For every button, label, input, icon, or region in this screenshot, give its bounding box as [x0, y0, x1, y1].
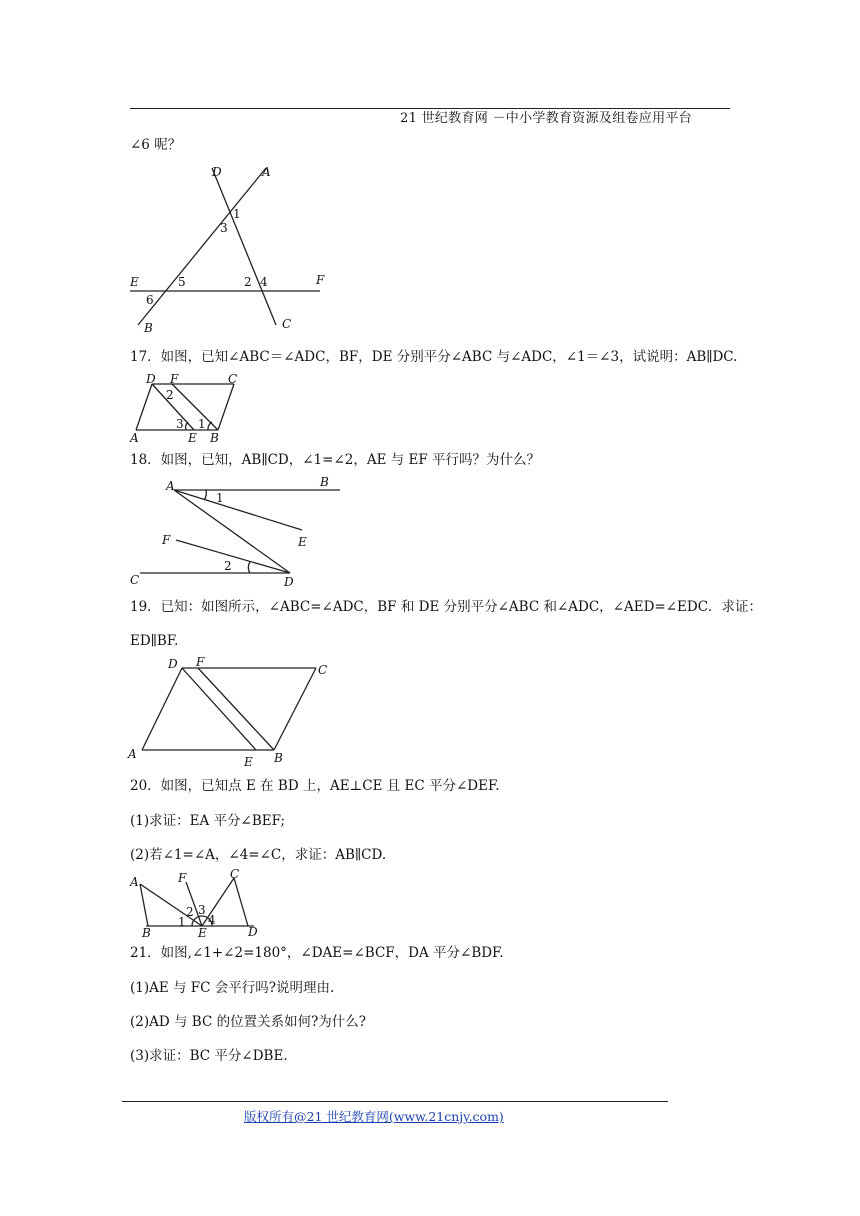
header-rule — [130, 108, 730, 109]
label-C: C — [230, 867, 240, 881]
q18-text: 18．如图，已知，AB∥CD，∠1=∠2，AE 与 EF 平行吗？为什么？ — [130, 452, 541, 468]
label-4: 4 — [208, 913, 216, 927]
label-B: B — [144, 321, 153, 335]
label-2: 2 — [166, 388, 174, 402]
label-D: D — [146, 372, 156, 386]
q16-tail-text: ∠6 呢？ — [130, 137, 182, 153]
segment-FD — [176, 540, 290, 573]
line-DC — [212, 168, 276, 325]
header-site-name: 21 世纪教育网 －中小学教育资源及组卷应用平台 — [400, 111, 693, 126]
segment-AE — [174, 490, 302, 530]
label-6: 6 — [146, 293, 154, 307]
label-C: C — [282, 317, 292, 331]
label-F: F — [196, 655, 205, 669]
label-2: 2 — [244, 275, 252, 289]
side-BC — [274, 668, 316, 750]
label-D: D — [248, 925, 258, 938]
label-C: C — [130, 573, 140, 587]
segment-AD — [174, 490, 290, 573]
segment-CD — [234, 878, 248, 926]
figure-17 — [128, 372, 253, 444]
label-D: D — [212, 165, 222, 179]
label-E: E — [244, 755, 253, 769]
figure-19 — [126, 654, 341, 769]
footer-copyright-link[interactable]: 版权所有@21 世纪教育网(www.21cnjy.com) — [244, 1109, 504, 1124]
label-2: 2 — [224, 559, 232, 573]
label-3: 3 — [198, 903, 206, 917]
segment-CE — [202, 878, 234, 926]
line-AB — [138, 168, 266, 325]
arc-2 — [248, 562, 250, 573]
label-C: C — [228, 372, 238, 386]
label-A: A — [128, 747, 137, 761]
label-1: 1 — [233, 207, 241, 221]
label-F: F — [162, 533, 171, 547]
arc-1 — [204, 490, 206, 500]
label-2: 2 — [186, 905, 194, 919]
label-A: A — [166, 479, 175, 493]
label-3: 3 — [220, 221, 228, 235]
label-5: 5 — [178, 275, 186, 289]
label-4: 4 — [260, 275, 268, 289]
label-A: A — [130, 875, 139, 889]
label-E: E — [188, 431, 197, 444]
segment-DE — [182, 668, 256, 750]
label-B: B — [274, 751, 283, 765]
label-E: E — [298, 535, 307, 549]
label-F: F — [178, 871, 187, 885]
label-B: B — [210, 431, 219, 444]
q19-text-line2: ED∥BF. — [130, 633, 179, 649]
label-1: 1 — [216, 491, 224, 505]
label-1: 1 — [198, 417, 206, 431]
q21-text: 21．如图,∠1+∠2=180°，∠DAE=∠BCF，DA 平分∠BDF. — [130, 945, 504, 961]
q17-text: 17．如图，已知∠ABC＝∠ADC，BF，DE 分别平分∠ABC 与∠ADC，∠1＝∠3，试说明：AB∥DC. — [130, 349, 738, 365]
segment-FB — [198, 668, 274, 750]
label-B: B — [320, 475, 329, 489]
q20-text: 20．如图，已知点 E 在 BD 上，AE⊥CE 且 EC 平分∠DEF. — [130, 778, 500, 794]
figure-20 — [128, 866, 263, 938]
footer-rule — [122, 1101, 668, 1102]
q21-part3-text: (3)求证：BC 平分∠DBE. — [130, 1048, 288, 1064]
figure-18 — [128, 474, 343, 589]
label-D: D — [168, 657, 178, 671]
q21-part2-text: (2)AD 与 BC 的位置关系如何?为什么? — [130, 1014, 367, 1030]
label-C: C — [318, 663, 328, 677]
label-B: B — [142, 926, 151, 938]
figure-16 — [128, 160, 338, 335]
label-E: E — [198, 926, 207, 938]
side-AD — [142, 668, 182, 750]
segment-AB — [140, 884, 148, 926]
label-E: E — [130, 275, 139, 289]
side-AD — [136, 384, 152, 430]
label-1: 1 — [178, 915, 186, 929]
arc-3 — [186, 422, 188, 430]
q20-part2-text: (2)若∠1=∠A，∠4=∠C，求证：AB∥CD. — [130, 847, 387, 863]
label-D: D — [284, 575, 294, 589]
q21-part1-text: (1)AE 与 FC 会平行吗?说明理由. — [130, 980, 335, 996]
label-F: F — [316, 273, 325, 287]
label-3: 3 — [176, 417, 184, 431]
label-F: F — [170, 372, 179, 386]
q20-part1-text: (1)求证：EA 平分∠BEF; — [130, 813, 286, 829]
side-BC — [218, 384, 234, 430]
label-A: A — [130, 431, 139, 444]
q19-text-line1: 19．已知：如图所示，∠ABC=∠ADC，BF 和 DE 分别平分∠ABC 和∠ADC，∠AED=∠EDC．求证： — [130, 599, 763, 615]
label-A: A — [262, 165, 271, 179]
